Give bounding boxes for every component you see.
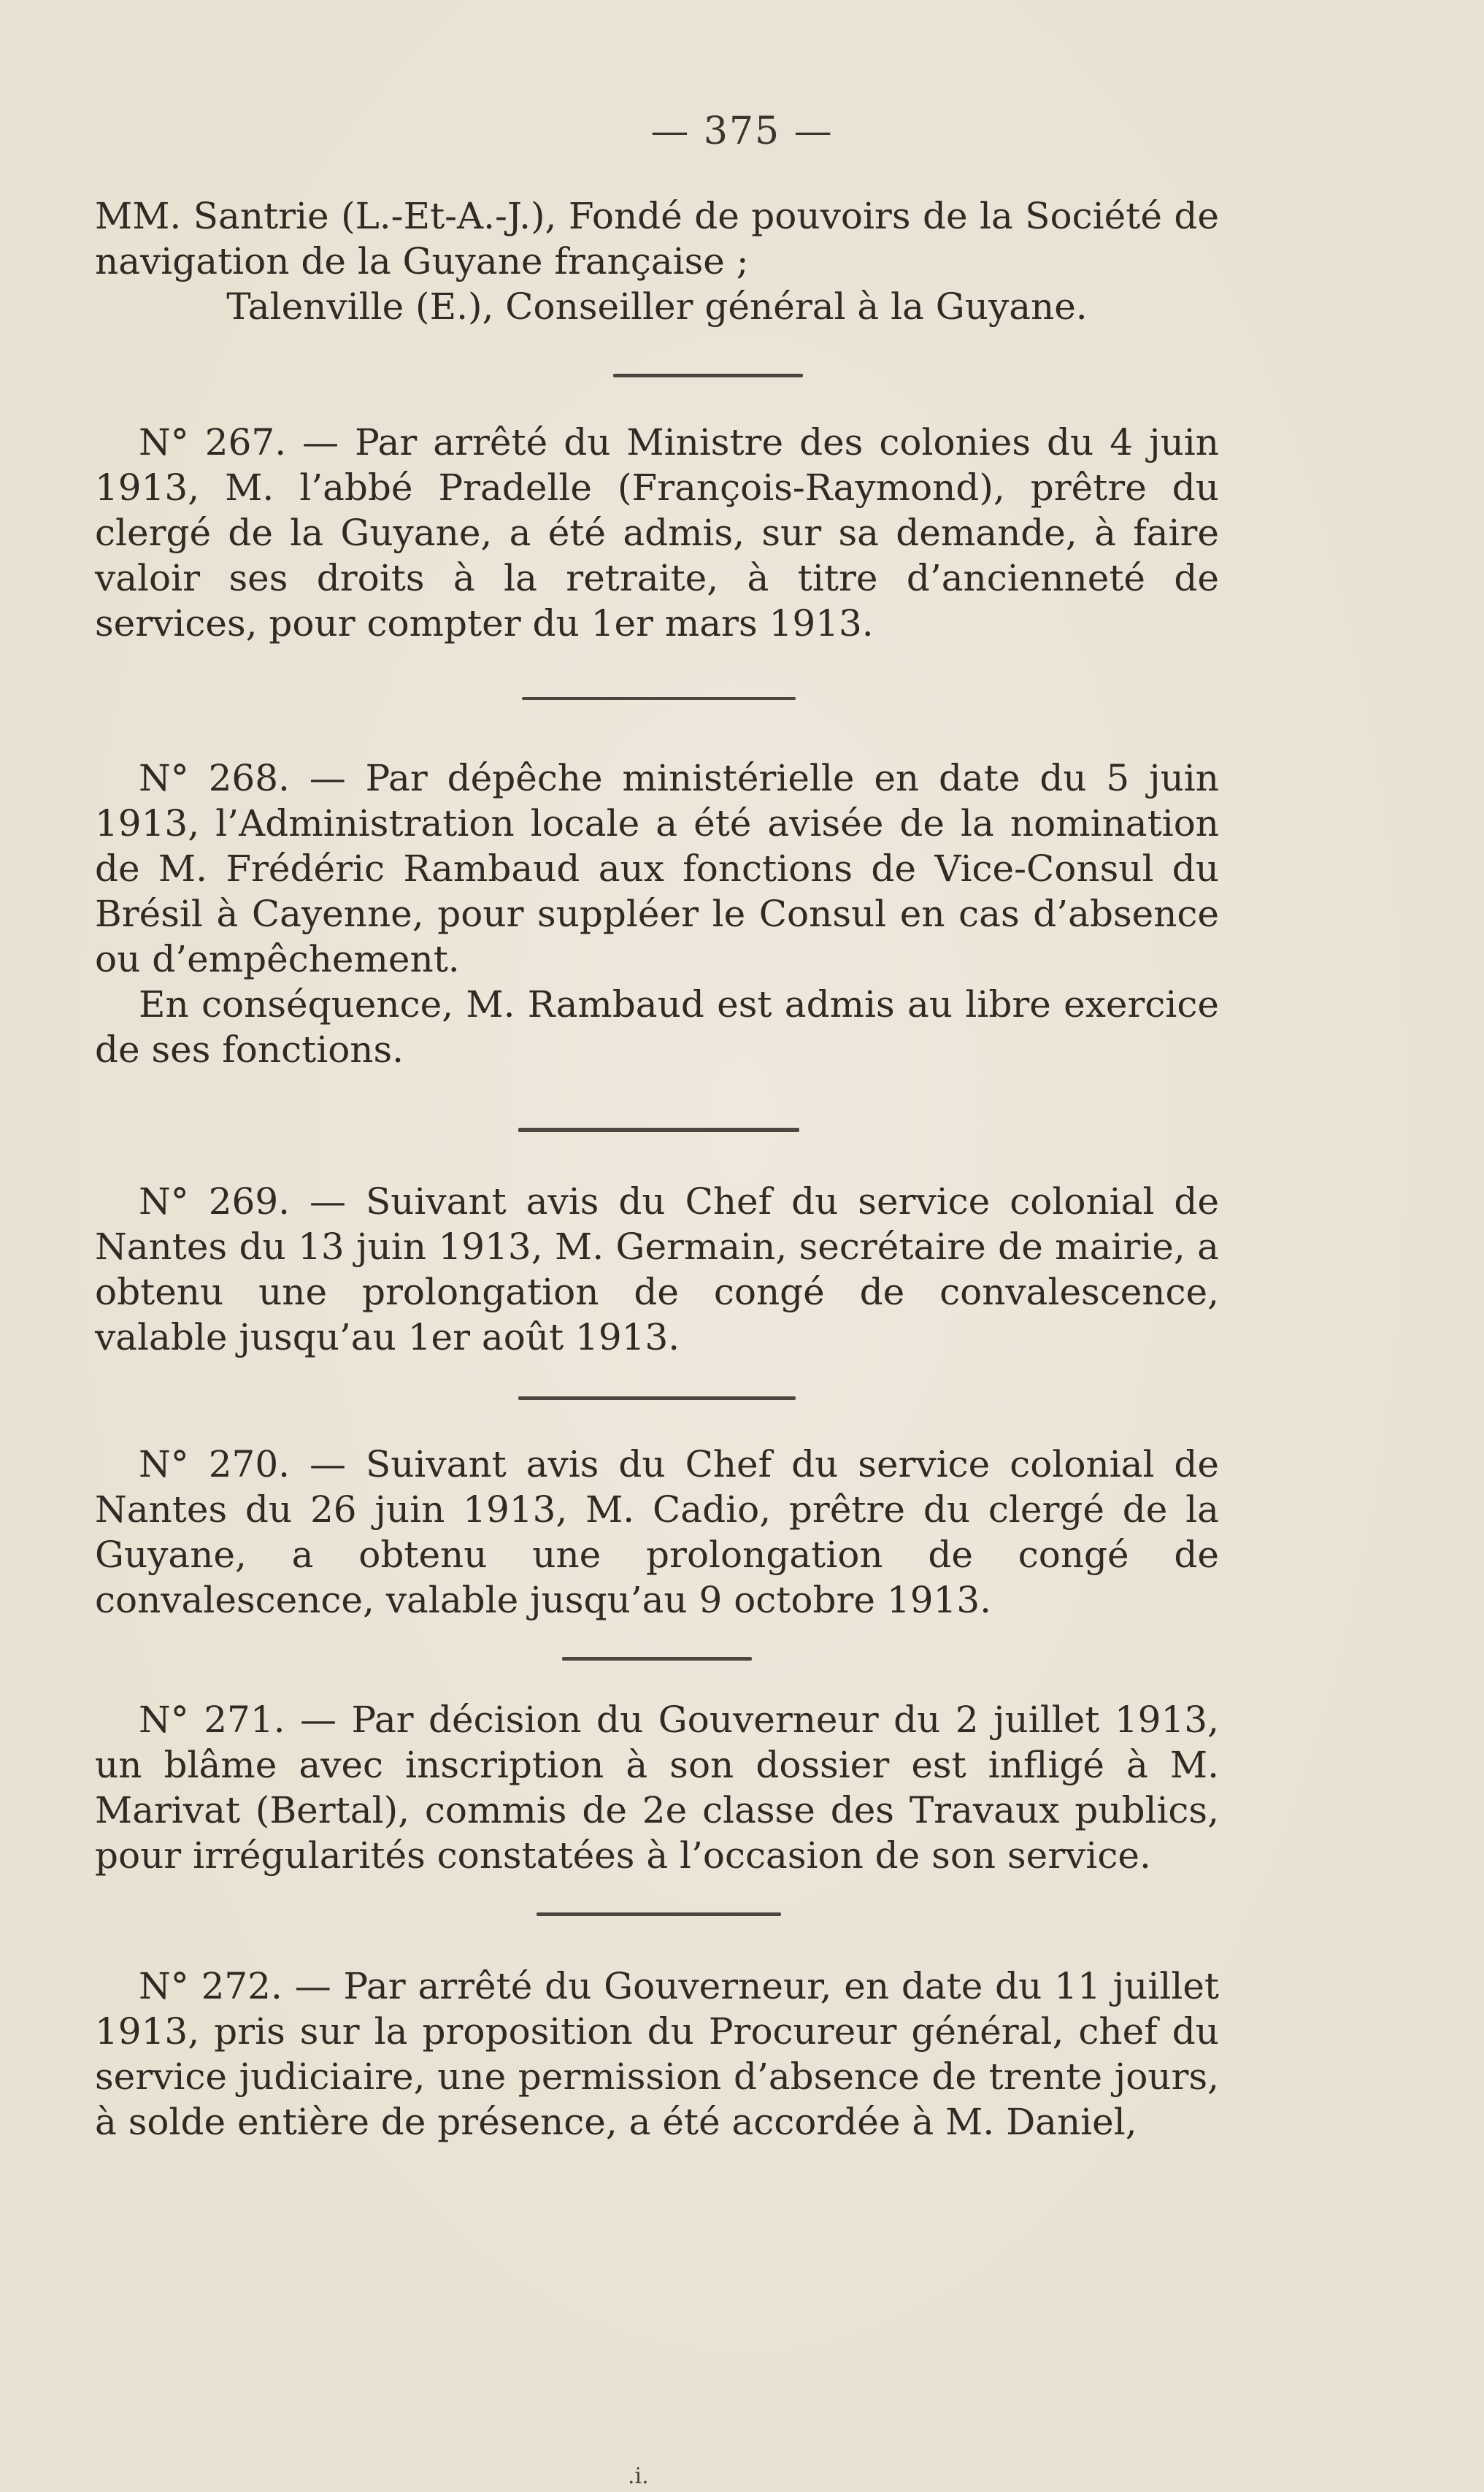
entry-272-text: N° 272. — Par arrêté du Gouverneur, en date du 11 juillet 1913, pris sur la proposition du Procureur général, chef du service judiciaire, une permission d’absence de trente jours, à solde entière de présence, a été accordée à M. Daniel, [95,1965,1219,2143]
entry-268 [95,755,1219,1072]
header-line-2: Talenville (E.), Conseiller général à la Guyane. [226,285,1088,328]
section-divider [522,697,796,700]
entry-272 [95,1964,1219,2145]
entry-270 [95,1442,1219,1623]
header-block [95,193,1219,329]
section-divider [562,1657,752,1661]
footer-mark: .i. [628,2464,649,2489]
section-divider [518,1128,799,1132]
entry-269 [95,1179,1219,1360]
entry-268-text2: En conséquence, M. Rambaud est admis au libre exercice de ses fonctions. [95,983,1219,1071]
entry-267-text: N° 267. — Par arrêté du Ministre des colonies du 4 juin 1913, M. l’abbé Pradelle (François-Raymond), prêtre du clergé de la Guyane, a été admis, sur sa demande, à faire valoir ses droits à la retraite, à titre d’ancienneté de services, pour compter du 1er mars 1913. [95,421,1219,645]
entry-271 [95,1697,1219,1878]
entry-269-text: N° 269. — Suivant avis du Chef du service colonial de Nantes du 13 juin 1913, M. Germain, secrétaire de mairie, a obtenu une prolongation de congé de convalescence, valable jusqu’au 1er août 1913. [95,1180,1219,1358]
entry-270-text: N° 270. — Suivant avis du Chef du service colonial de Nantes du 26 juin 1913, M. Cadio, prêtre du clergé de la Guyane, a obtenu une prolongation de congé de convalescence, valable jusqu’au 9 octobre 1913. [95,1443,1219,1621]
page-number: — 375 — [650,109,834,153]
section-divider [613,374,803,377]
section-divider [537,1912,781,1916]
header-line-1: MM. Santrie (L.-Et-A.-J.), Fondé de pouvoirs de la Société de navigation de la Guyane française ; [95,195,1219,282]
entry-268-text: N° 268. — Par dépêche ministérielle en date du 5 juin 1913, l’Administration locale a été avisée de la nomination de M. Frédéric Rambaud aux fonctions de Vice-Consul du Brésil à Cayenne, pour suppléer le Consul en cas d’absence ou d’empêchement. [95,757,1219,980]
entry-271-text: N° 271. — Par décision du Gouverneur du 2 juillet 1913, un blâme avec inscription à son dossier est infligé à M. Marivat (Bertal), commis de 2e classe des Travaux publics, pour irrégularités constatées à l’occasion de son service. [95,1699,1219,1877]
section-divider [518,1396,796,1400]
entry-267 [95,420,1219,646]
